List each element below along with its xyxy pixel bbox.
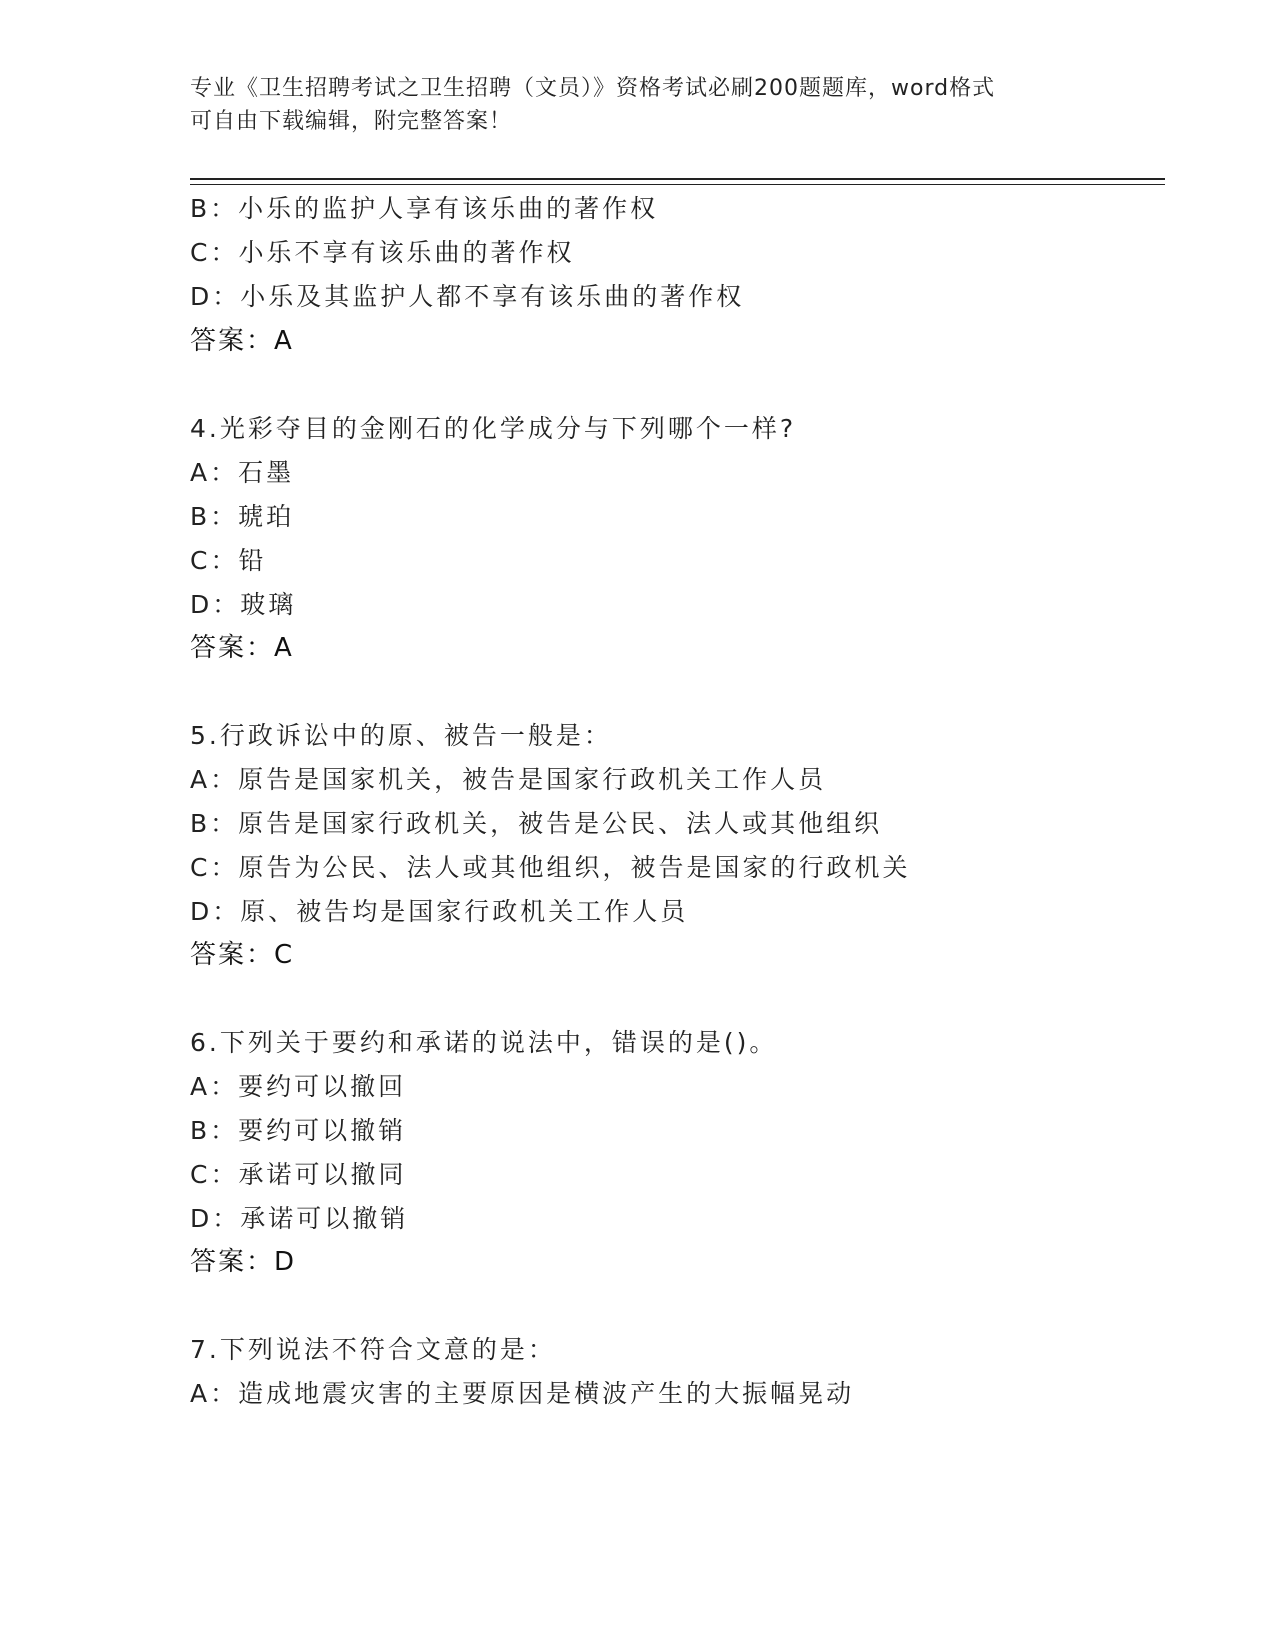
q6-option-a: A：要约可以撤回 bbox=[190, 1072, 407, 1101]
q4-question: 4.光彩夺目的金刚石的化学成分与下列哪个一样? bbox=[190, 414, 797, 443]
q4-option-c: C：铅 bbox=[190, 546, 267, 575]
q3-option-c: C：小乐不享有该乐曲的著作权 bbox=[190, 238, 575, 267]
page-header bbox=[190, 72, 1090, 138]
q6-question: 6.下列关于要约和承诺的说法中，错误的是()。 bbox=[190, 1028, 778, 1057]
q7-option-a: A：造成地震灾害的主要原因是横波产生的大振幅晃动 bbox=[190, 1379, 855, 1408]
q3-option-b: B：小乐的监护人享有该乐曲的著作权 bbox=[190, 194, 659, 223]
q5-answer: 答案：C bbox=[190, 940, 295, 970]
q5-option-d: D：原、被告均是国家行政机关工作人员 bbox=[190, 897, 689, 926]
header-title-line-1: 专业《卫生招聘考试之卫生招聘（文员）》资格考试必刷200题题库，word格式 bbox=[190, 76, 996, 101]
q6-answer: 答案：D bbox=[190, 1247, 297, 1277]
q5-option-c: C：原告为公民、法人或其他组织，被告是国家的行政机关 bbox=[190, 853, 911, 882]
q6-option-b: B：要约可以撤销 bbox=[190, 1116, 407, 1145]
q5-question: 5.行政诉讼中的原、被告一般是： bbox=[190, 721, 612, 750]
q7-question: 7.下列说法不符合文意的是： bbox=[190, 1335, 556, 1364]
header-title-line-2: 可自由下载编辑，附完整答案！ bbox=[190, 109, 513, 134]
q4-option-b: B：琥珀 bbox=[190, 502, 295, 531]
q4-option-d: D：玻璃 bbox=[190, 590, 297, 619]
q5-option-a: A：原告是国家机关，被告是国家行政机关工作人员 bbox=[190, 765, 827, 794]
header-divider-thick bbox=[190, 178, 1165, 180]
q3-option-d: D：小乐及其监护人都不享有该乐曲的著作权 bbox=[190, 282, 745, 311]
q3-answer: 答案：A bbox=[190, 326, 294, 356]
header-divider-thin bbox=[190, 184, 1165, 185]
q4-option-a: A：石墨 bbox=[190, 458, 295, 487]
q6-option-d: D：承诺可以撤销 bbox=[190, 1204, 409, 1233]
q6-option-c: C：承诺可以撤同 bbox=[190, 1160, 407, 1189]
q5-option-b: B：原告是国家行政机关，被告是公民、法人或其他组织 bbox=[190, 809, 883, 838]
q4-answer: 答案：A bbox=[190, 633, 294, 663]
